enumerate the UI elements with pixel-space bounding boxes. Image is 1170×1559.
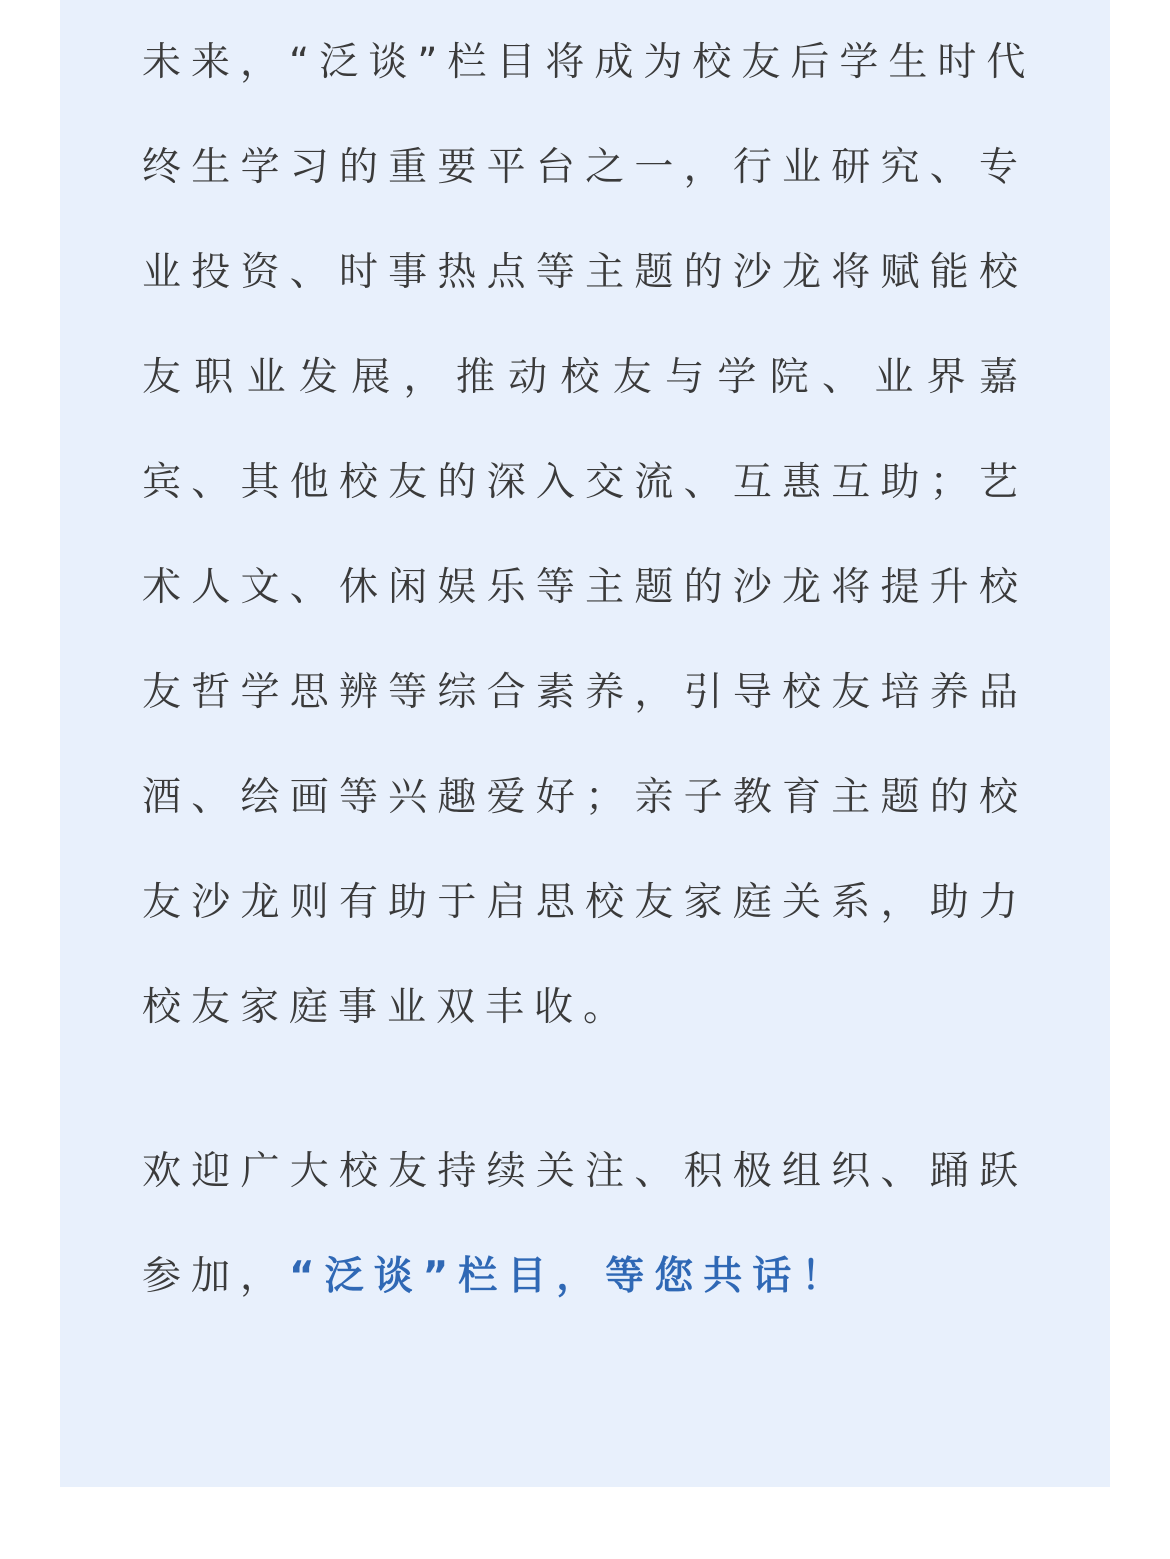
paragraph-line: 终生学习的重要平台之一，行业研究、专 [142,145,1028,190]
paragraph-line: 未来，“泛谈”栏目将成为校友后学生时代 [142,40,1036,85]
article-paragraph-2 [142,1119,1028,1329]
paragraph-line: 友沙龙则有助于启思校友家庭关系，助力 [142,880,1028,925]
paragraph-line: 欢迎广大校友持续关注、积极组织、踊跃 [142,1149,1028,1194]
paragraph-line: 校友家庭事业双丰收。 [142,985,633,1030]
highlight-slogan: “泛谈”栏目，等您共话！ [289,1254,851,1299]
paragraph-line: 宾、其他校友的深入交流、互惠互助；艺 [142,460,1028,505]
paragraph-line-prefix: 参加， [142,1254,290,1299]
paragraph-line: 术人文、休闲娱乐等主题的沙龙将提升校 [142,565,1028,610]
paragraph-line: 业投资、时事热点等主题的沙龙将赋能校 [142,250,1028,295]
paragraph-line: 友职业发展，推动校友与学院、业界嘉 [142,355,1028,400]
article-paragraph-1 [142,10,1036,1060]
paragraph-line: 酒、绘画等兴趣爱好；亲子教育主题的校 [142,775,1028,820]
paragraph-line: 友哲学思辨等综合素养，引导校友培养品 [142,670,1028,715]
paragraph-line [142,1224,1028,1329]
